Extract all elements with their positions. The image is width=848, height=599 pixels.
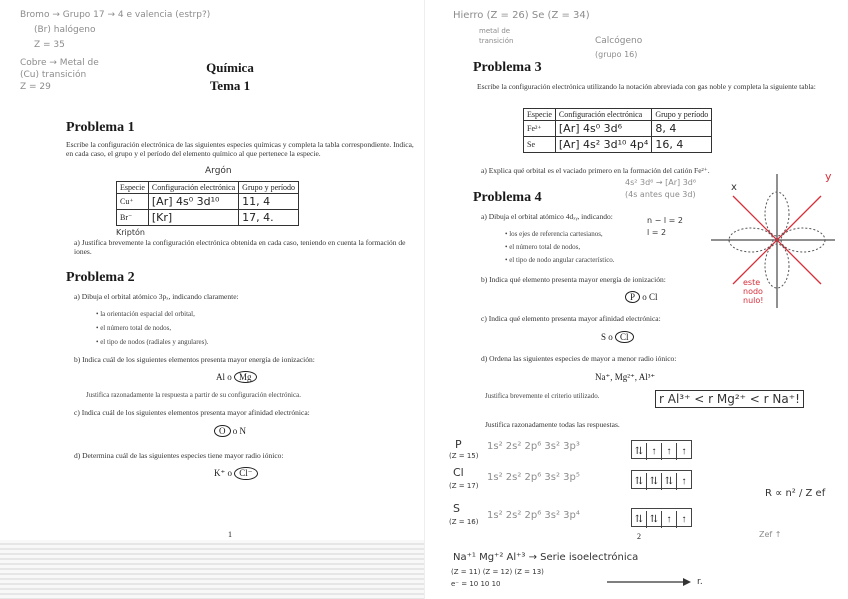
option-or: o xyxy=(227,468,232,478)
table-cell-group: 8, 4 xyxy=(652,121,712,137)
table-header: Especie xyxy=(117,182,149,194)
table-cell-species: Br⁻ xyxy=(117,210,149,226)
problem-4-d-species: Na⁺, Mg²⁺, Al³⁺ xyxy=(595,372,656,382)
table-cell-group: 16, 4 xyxy=(652,137,712,153)
table-header: Configuración electrónica xyxy=(148,182,238,194)
right-page xyxy=(424,0,848,599)
hw-zef: Zef ↑ xyxy=(759,530,782,539)
option-o-circled: O xyxy=(214,425,231,437)
hw-cl-z: (Z = 17) xyxy=(449,482,479,490)
hw-p3-answer-1: 4s² 3d⁶ → [Ar] 3d⁶ xyxy=(625,178,697,187)
option-or: o xyxy=(608,332,613,342)
hw-note-metal: metal de xyxy=(479,27,511,35)
table-header: Especie xyxy=(524,109,556,121)
hw-note-calcogeno: Calcógeno xyxy=(595,36,643,46)
option-cl-circled: Cl xyxy=(615,331,634,343)
option-or: o xyxy=(227,372,232,382)
hw-note-cobre: Cobre → Metal de xyxy=(20,58,99,68)
table-cell-species: Se xyxy=(524,137,556,153)
hw-ions-electrons: e⁻ = 10 10 10 xyxy=(451,580,501,588)
table-cell-group: 17, 4. xyxy=(239,210,299,226)
problem-4-question-b: b) Indica qué elemento presenta mayor energía de ionización: xyxy=(481,275,666,284)
option-or: o xyxy=(232,426,238,436)
table-cell-config: [Kr] xyxy=(148,210,238,226)
table-header: Grupo y período xyxy=(239,182,299,194)
hw-nodes-1: n − l = 2 xyxy=(647,216,683,225)
option-mg-circled: Mg xyxy=(234,371,257,383)
problem-3-question-a: a) Explica qué orbital es el vaciado primero en la formación del catión Fe²⁺. xyxy=(481,166,710,175)
problem-4-b-options xyxy=(625,291,658,303)
justify-all-note: Justifica razonadamente todas las respuestas. xyxy=(485,420,620,429)
problem-4-question-d: d) Ordena las siguientes especies de mayor a menor radio iónico: xyxy=(481,354,677,363)
problem-4-question-a: a) Dibuja el orbital atómico 4dₓᵧ, indicando: xyxy=(481,212,613,221)
scan-smudge xyxy=(0,540,424,599)
problem-2-d-options xyxy=(214,467,258,480)
hw-axis-x-label: x xyxy=(731,182,737,193)
problem-4-justify: Justifica brevemente el criterio utilizado. xyxy=(485,392,600,400)
option-p-circled: P xyxy=(625,291,640,303)
hw-note-hierro: Hierro (Z = 26) Se (Z = 34) xyxy=(453,10,590,21)
problem-4-c-options xyxy=(601,331,634,343)
s-orbital-boxes: ⇅ ⇅ ↑ ↑ xyxy=(631,508,692,527)
problem-2-bullet: • el tipo de nodos (radiales y angulares). xyxy=(96,338,208,346)
hw-cl-config: 1s² 2s² 2p⁶ 3s² 3p⁵ xyxy=(487,472,580,483)
hw-s-label: S xyxy=(453,502,460,515)
problem-2-question-d: d) Determina cuál de las siguientes especies tiene mayor radio iónico: xyxy=(74,451,284,460)
option-cl: Cl xyxy=(649,292,658,302)
hw-note-transicion: transición xyxy=(479,37,514,45)
option-cl-circled: Cl⁻ xyxy=(234,467,257,480)
option-k: K⁺ xyxy=(214,468,226,478)
hw-p3-answer-2: (4s antes que 3d) xyxy=(625,190,696,199)
problem-1-question-a: a) Justifica brevemente la configuración electrónica obtenida en cada caso, teniendo en cuenta la formación de iones. xyxy=(74,238,406,256)
hw-ions-z: (Z = 11) (Z = 12) (Z = 13) xyxy=(451,568,544,576)
subject-title: Química xyxy=(206,60,254,75)
option-al: Al xyxy=(216,372,225,382)
hw-p-config: 1s² 2s² 2p⁶ 3s² 3p³ xyxy=(487,441,580,452)
problem-4-bullet: • el tipo de nodo angular característico. xyxy=(505,256,615,264)
hw-p-label: P xyxy=(455,438,462,451)
cl-orbital-boxes: ⇅ ⇅ ⇅ ↑ xyxy=(631,470,692,489)
hw-axis-y-label: y xyxy=(825,170,832,183)
page-number: 1 xyxy=(228,530,232,539)
hw-s-config: 1s² 2s² 2p⁶ 3s² 3p⁴ xyxy=(487,510,580,521)
problem-3-table xyxy=(523,108,712,153)
hw-p-z: (Z = 15) xyxy=(449,452,479,460)
hw-note-bromo: Bromo → Grupo 17 → 4 e valencia (estrp?) xyxy=(20,10,211,20)
problem-2-bullet: • el número total de nodos, xyxy=(96,324,171,332)
table-cell-species: Fe²⁺ xyxy=(524,121,556,137)
hw-note-cu: (Cu) transición xyxy=(20,70,87,80)
problem-2-question-a: a) Dibuja el orbital atómico 3pₓ, indicando claramente: xyxy=(74,292,239,301)
hw-radius-formula: R ∝ n² / Z ef xyxy=(765,488,826,499)
table-header: Grupo y período xyxy=(652,109,712,121)
table-cell-group: 11, 4 xyxy=(239,194,299,210)
table-cell-species: Cu⁺ xyxy=(117,194,149,210)
table-header: Configuración electrónica xyxy=(555,109,651,121)
hw-s-z: (Z = 16) xyxy=(449,518,479,526)
problem-4-bullet: • los ejes de referencia cartesianos, xyxy=(505,230,603,238)
p-orbital-boxes: ⇅ ↑ ↑ ↑ xyxy=(631,440,692,459)
problem-2-question-c: c) Indica cuál de los siguientes elementos presenta mayor afinidad electrónica: xyxy=(74,408,310,417)
hw-kripton: Kriptón xyxy=(116,228,145,237)
problem-2-question-b: b) Indica cuál de los siguientes elementos presenta mayor energía de ionización: xyxy=(74,355,315,364)
problem-2-bullet: • la orientación espacial del orbital, xyxy=(96,310,195,318)
table-cell-config: [Ar] 4s² 3d¹⁰ 4p⁴ xyxy=(555,137,651,153)
option-s: S xyxy=(601,332,607,342)
problem-1-title: Problema 1 xyxy=(66,120,135,135)
problem-2-justify: Justifica razonadamente la respuesta a partir de su configuración electrónica. xyxy=(86,391,301,399)
option-or: o xyxy=(642,292,647,302)
table-cell-config: [Ar] 4s⁰ 3d⁶ xyxy=(555,121,651,137)
problem-2-b-options xyxy=(216,371,257,383)
problem-3-intro: Escribe la configuración electrónica utilizando la notación abreviada con gas noble y completa la siguiente tabla: xyxy=(477,82,816,91)
hw-argon: Argón xyxy=(205,166,232,176)
table-cell-config: [Ar] 4s⁰ 3d¹⁰ xyxy=(148,194,238,210)
hw-note-grupo16: (grupo 16) xyxy=(595,50,638,59)
page-number: 2 xyxy=(637,532,641,541)
hw-ions-series: Na⁺¹ Mg⁺² Al⁺³ → Serie isoelectrónica xyxy=(453,552,639,563)
problem-2-title: Problema 2 xyxy=(66,270,135,285)
hw-nodes-2: l = 2 xyxy=(647,228,667,237)
hw-cl-label: Cl xyxy=(453,466,464,479)
problem-4-question-c: c) Indica qué elemento presenta mayor afinidad electrónica: xyxy=(481,314,661,323)
problem-3-title: Problema 3 xyxy=(473,60,542,75)
problem-4-title: Problema 4 xyxy=(473,190,542,205)
hw-note-br-group: (Br) halógeno xyxy=(34,25,96,35)
topic-title: Tema 1 xyxy=(209,78,251,93)
option-n: N xyxy=(239,426,246,436)
problem-4-bullet: • el número total de nodos, xyxy=(505,243,580,251)
problem-2-c-options xyxy=(214,425,246,437)
hw-radius-order: r Al³⁺ < r Mg²⁺ < r Na⁺! xyxy=(655,390,804,408)
problem-1-intro: Escribe la configuración electrónica de las siguientes especies químicas y completa la tabla correspondiente. Indica, en cada caso, el grupo y el período del elemento químico al que pertenece la especie. xyxy=(66,140,414,158)
hw-note-z29: Z = 29 xyxy=(20,82,51,92)
problem-1-table xyxy=(116,181,299,226)
hw-arrow xyxy=(603,572,693,592)
hw-note-z35: Z = 35 xyxy=(34,40,65,50)
orbital-4dxy-drawing xyxy=(707,168,843,328)
hw-arrow-label: r. xyxy=(697,577,703,587)
hw-nodal-note: este nodo nulo! xyxy=(743,278,764,305)
